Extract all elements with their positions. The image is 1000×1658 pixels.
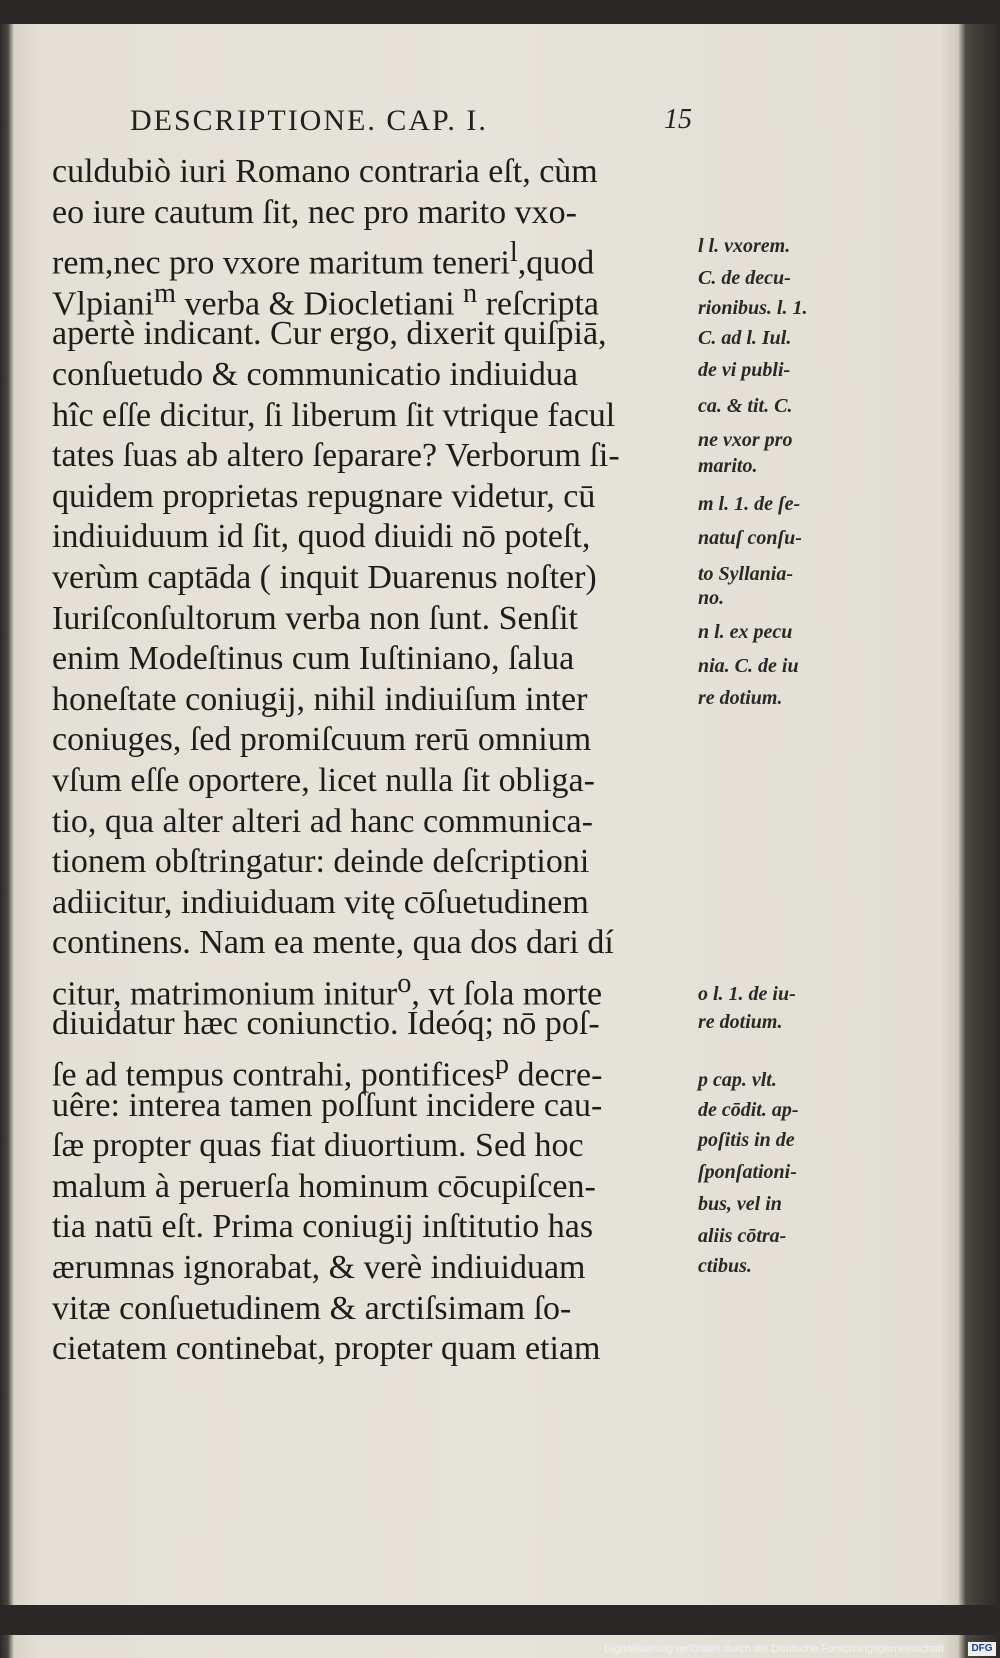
text-line-part: verba & Diocletiani	[176, 285, 464, 323]
margin-note-line: ctibus.	[698, 1255, 752, 1277]
footnote-marker: o	[397, 967, 412, 999]
text-line: apertè indicant. Cur ergo, dixerit quiſpiā,	[52, 315, 607, 353]
text-line: adiicitur, indiuiduam vitę cōſuetudinem	[52, 883, 589, 921]
text-line: verùm captāda ( inquit Duarenus noſter)	[52, 558, 597, 596]
footnote-marker: l	[509, 237, 518, 269]
text-line: tates ſuas ab altero ſeparare? Verborum ſi-	[52, 437, 620, 475]
margin-note-line: p cap. vlt.	[698, 1069, 777, 1091]
text-line: vitæ conſuetudinem & arctiſsimam ſo-	[52, 1289, 572, 1327]
text-line: eo iure cautum ſit, nec pro marito vxo-	[52, 193, 577, 231]
text-line-part: ſe ad tempus contrahi, pontifices	[52, 1056, 495, 1094]
text-line-part: reſcripta	[477, 285, 599, 323]
margin-note-line: m l. 1. de ſe-	[698, 493, 801, 515]
margin-note-line: bus, vel in	[698, 1193, 782, 1215]
running-head: DESCRIPTIONE. CAP. I.	[130, 104, 488, 137]
text-line-part: citur, matrimonium initur	[52, 975, 398, 1013]
text-line: ſæ propter quas fiat diuortium. Sed hoc	[52, 1127, 584, 1165]
text-line	[52, 1045, 698, 1094]
margin-note-line: nia. C. de iu	[698, 655, 799, 677]
text-line-part: ,quod	[517, 244, 595, 282]
book-edge-bottom	[0, 1605, 1000, 1635]
text-line: vſum eſſe oportere, licet nulla ſit obliga-	[52, 761, 595, 799]
text-line	[52, 274, 698, 323]
text-line: honeſtate coniugij, nihil indiuiſum inter	[52, 680, 588, 718]
text-line	[52, 233, 698, 282]
text-line: diuidatur hæc coniunctio. Ideóq; nō poſ-	[52, 1005, 600, 1043]
text-line: malum à peruerſa hominum cōcupiſcen-	[52, 1167, 596, 1205]
margin-note-line: n l. ex pecu	[698, 621, 793, 643]
digitization-credit: Digitalisierung gefördert durch die Deutsche Forschungsgemeinschaft	[604, 1643, 944, 1655]
margin-note-line: re dotium.	[698, 687, 783, 709]
margin-note-line: C. de decu-	[698, 267, 791, 289]
margin-note-line: ca. & tit. C.	[698, 395, 793, 417]
margin-note-line: de vi publi-	[698, 359, 791, 381]
footnote-marker: n	[463, 277, 478, 309]
text-line: indiuiduum id ſit, quod diuidi nō poteſt,	[52, 518, 591, 556]
text-line: Iuriſconſultorum verba non ſunt. Senſit	[52, 599, 578, 637]
margin-note-line: de cōdit. ap-	[698, 1099, 799, 1121]
margin-note-line: ne vxor pro	[698, 429, 793, 451]
text-line: hîc eſſe dicitur, ſi liberum ſit vtrique facul	[52, 396, 616, 434]
text-line: quidem proprietas repugnare videtur, cū	[52, 477, 596, 515]
dfg-logo: DFG	[968, 1642, 996, 1656]
margin-note-line: re dotium.	[698, 1011, 783, 1033]
margin-note-line: no.	[698, 587, 725, 609]
margin-note-line: ſponſationi-	[698, 1161, 797, 1183]
text-line: uêre: interea tamen poſſunt incidere cau-	[52, 1086, 603, 1124]
margin-note-line: marito.	[698, 455, 758, 477]
text-line-part: Vlpiani	[52, 285, 154, 323]
text-line: conſuetudo & communicatio indiuidua	[52, 355, 578, 393]
margin-note-line: to Syllania-	[698, 563, 794, 585]
text-line: coniuges, ſed promiſcuum rerū omnium	[52, 721, 592, 759]
footnote-marker: m	[153, 277, 177, 309]
text-line: cietatem continebat, propter quam etiam	[52, 1330, 601, 1368]
text-line: tionem obſtringatur: deinde deſcriptioni	[52, 843, 590, 881]
text-line: tio, qua alter alteri ad hanc communica-	[52, 802, 593, 840]
text-line	[52, 964, 698, 1013]
margin-note-line: poſitis in de	[698, 1129, 795, 1151]
text-line: tia natū eſt. Prima coniugij inſtitutio has	[52, 1208, 594, 1246]
margin-note-line: l l. vxorem.	[698, 235, 791, 257]
margin-note-line: o l. 1. de iu-	[698, 983, 796, 1005]
margin-note-line: C. ad l. Iul.	[698, 327, 792, 349]
text-line: ærumnas ignorabat, & verè indiuiduam	[52, 1249, 586, 1287]
text-line: culdubiò iuri Romano contraria eſt, cùm	[52, 153, 598, 190]
text-line-part: decre-	[509, 1056, 603, 1094]
page-number: 15	[664, 104, 692, 135]
text-line-part: , vt ſola morte	[411, 975, 603, 1013]
book-edge-top	[0, 0, 1000, 24]
body-text	[52, 152, 698, 1370]
text-line-part: rem,nec pro vxore maritum teneri	[52, 244, 510, 282]
margin-note-line: natuſ conſu-	[698, 527, 802, 549]
footnote-marker: p	[494, 1049, 509, 1081]
text-line: enim Modeſtinus cum Iuſtiniano, ſalua	[52, 640, 575, 678]
text-line: continens. Nam ea mente, qua dos dari dí	[52, 924, 614, 962]
margin-note-line: aliis cōtra-	[698, 1225, 787, 1247]
margin-note-line: rionibus. l. 1.	[698, 297, 808, 319]
